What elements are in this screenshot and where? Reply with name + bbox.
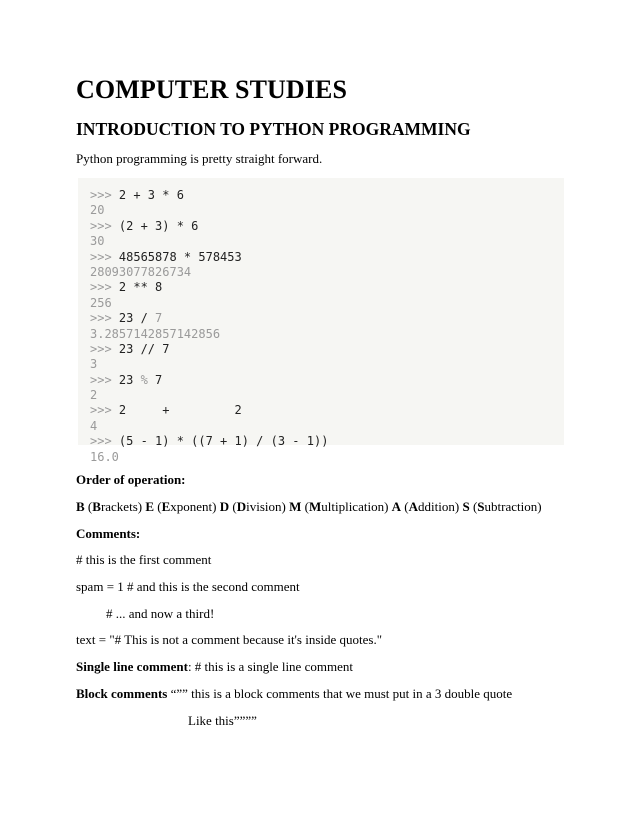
order-heading: Order of operation: <box>76 472 186 487</box>
code-expression: 2 ** 8 <box>118 280 163 295</box>
operation-open-paren: ( <box>154 499 162 514</box>
page-title: COMPUTER STUDIES <box>76 75 348 104</box>
operation-word-rest: xponent) <box>170 499 220 514</box>
operation-initial: M <box>308 499 322 514</box>
code-expression-tail: 7 <box>147 372 163 387</box>
code-block <box>78 178 564 464</box>
operation-word-rest: rackets) <box>100 499 146 514</box>
code-prompt: >>> <box>90 372 119 387</box>
operation-letter: S <box>462 499 470 514</box>
code-output-line: 20 <box>90 203 105 218</box>
code-expression: 2 + 3 * 6 <box>118 188 184 202</box>
code-expression: 23 <box>118 372 141 387</box>
code-input-line <box>90 250 328 265</box>
single-line-comment-text: : # this is a single line comment <box>187 659 353 674</box>
code-prompt: >>> <box>90 434 119 449</box>
code-input-line <box>90 280 328 295</box>
single-line-comment-paragraph <box>76 659 353 675</box>
single-line-comment-label: Single line comment <box>76 659 188 674</box>
code-lines <box>90 188 328 465</box>
code-expression: 23 // 7 <box>118 341 170 356</box>
operation-letter: D <box>219 499 230 514</box>
operation-open-paren: ( <box>229 499 237 514</box>
code-prompt: >>> <box>90 403 119 418</box>
operation-word-rest: ultiplication) <box>321 499 392 514</box>
code-expression: 2 + 2 <box>118 403 242 418</box>
code-input-line <box>90 403 328 418</box>
block-comments-example: Like this”””” <box>188 713 257 728</box>
operation-open-paren: ( <box>84 499 93 514</box>
order-of-operation-line <box>76 499 542 515</box>
block-comments-label: Block comments <box>76 686 168 701</box>
block-comments-paragraph <box>76 686 512 702</box>
operation-letter: B <box>76 499 85 514</box>
section-heading: INTRODUCTION TO PYTHON PROGRAMMING <box>76 119 471 139</box>
code-output-line: 28093077826734 <box>90 264 192 279</box>
operation-open-paren: ( <box>401 499 409 514</box>
code-prompt: >>> <box>90 218 119 233</box>
code-expression: (5 - 1) * ((7 + 1) / (3 - 1)) <box>118 434 329 449</box>
code-input-line <box>90 434 328 449</box>
comment-example-3: # ... and now a third! <box>106 606 215 621</box>
comment-example-2: spam = 1 # and this is the second comment <box>76 579 300 594</box>
code-output-line: 30 <box>90 234 105 249</box>
comments-heading: Comments: <box>76 526 141 541</box>
operation-open-paren: ( <box>301 499 309 514</box>
operation-word-rest: ubtraction) <box>484 499 542 514</box>
operation-letter: A <box>391 499 402 514</box>
code-expression: 23 / <box>118 311 156 326</box>
operation-word-rest: ivision) <box>246 499 290 514</box>
code-expression: 48565878 * 578453 <box>118 249 242 264</box>
code-expression-tail: 7 <box>155 311 163 326</box>
block-comments-text: “”” this is a block comments that we must put in a 3 double quote <box>167 686 513 701</box>
code-prompt: >>> <box>90 311 119 326</box>
operation-letter: M <box>289 499 302 514</box>
code-input-line <box>90 311 328 326</box>
operation-initial: E <box>161 499 171 514</box>
code-output-line: 3 <box>90 357 98 372</box>
code-prompt: >>> <box>90 188 119 202</box>
code-operator: % <box>140 372 148 387</box>
code-output-line: 3.2857142857142856 <box>90 326 221 341</box>
operation-word-rest: ddition) <box>418 499 463 514</box>
code-prompt: >>> <box>90 280 119 295</box>
code-output-line: 256 <box>90 295 112 310</box>
code-input-line <box>90 219 328 234</box>
operation-initial: B <box>92 499 101 514</box>
code-prompt: >>> <box>90 341 119 356</box>
code-output-line: 4 <box>90 418 98 433</box>
code-output-line: 2 <box>90 388 98 403</box>
code-input-line <box>90 373 328 388</box>
operation-initial: D <box>236 499 247 514</box>
comment-example-4: text = "# This is not a comment because it's inside quotes." <box>76 632 383 647</box>
operation-open-paren: ( <box>469 499 478 514</box>
code-input-line <box>90 188 328 203</box>
operation-letter: E <box>145 499 154 514</box>
operation-initial: S <box>477 499 485 514</box>
code-input-line <box>90 342 328 357</box>
code-output-line: 16.0 <box>90 449 119 464</box>
operation-initial: A <box>408 499 419 514</box>
intro-paragraph: Python programming is pretty straight forward. <box>76 151 323 166</box>
code-expression: (2 + 3) * 6 <box>118 218 199 233</box>
code-prompt: >>> <box>90 249 119 264</box>
comment-example-1: # this is the first comment <box>76 552 212 567</box>
